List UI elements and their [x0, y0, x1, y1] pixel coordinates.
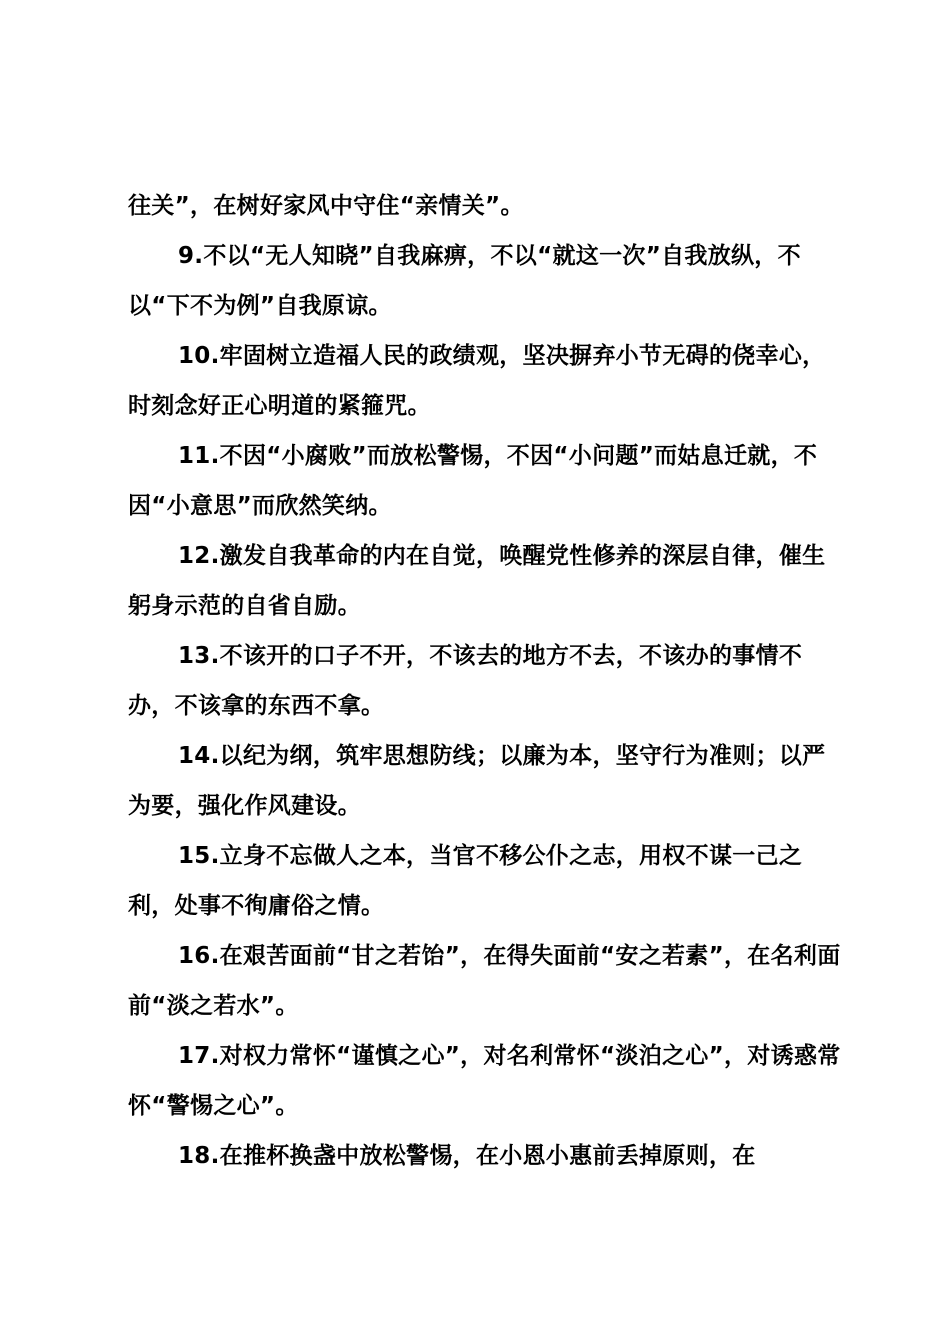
paragraph-item-10: 10.牢固树立造福人民的政绩观，坚决摒弃小节无碍的侥幸心，时刻念好正心明道的紧箍咒。 — [128, 343, 826, 419]
paragraph-item-16: 16.在艰苦面前“甘之若饴”，在得失面前“安之若素”，在名利面前“淡之若水”。 — [128, 943, 841, 1019]
paragraph-continuation: 往关”，在树好家风中守住“亲情关”。 — [128, 193, 524, 219]
paragraph-item-14: 14.以纪为纲，筑牢思想防线；以廉为本，坚守行为准则；以严为要，强化作风建设。 — [128, 743, 826, 819]
paragraph-item-11: 11.不因“小腐败”而放松警惕，不因“小问题”而姑息迁就，不因“小意思”而欣然笑纳。 — [128, 443, 818, 519]
paragraph-item-12: 12.激发自我革命的内在自觉，唤醒党性修养的深层自律，催生躬身示范的自省自励。 — [128, 543, 826, 619]
document-body — [128, 181, 848, 1181]
paragraph-item-18: 18.在推杯换盏中放松警惕，在小恩小惠前丢掉原则，在 — [178, 1143, 756, 1169]
paragraph-item-13: 13.不该开的口子不开，不该去的地方不去，不该办的事情不办，不该拿的东西不拿。 — [128, 643, 803, 719]
paragraph-item-9: 9.不以“无人知晓”自我麻痹，不以“就这一次”自我放纵，不以“下不为例”自我原谅。 — [128, 243, 801, 319]
paragraph-item-17: 17.对权力常怀“谨慎之心”，对名利常怀“淡泊之心”，对诱惑常怀“警惕之心”。 — [128, 1043, 841, 1119]
paragraph-item-15: 15.立身不忘做人之本，当官不移公仆之志，用权不谋一己之利，处事不徇庸俗之情。 — [128, 843, 803, 919]
